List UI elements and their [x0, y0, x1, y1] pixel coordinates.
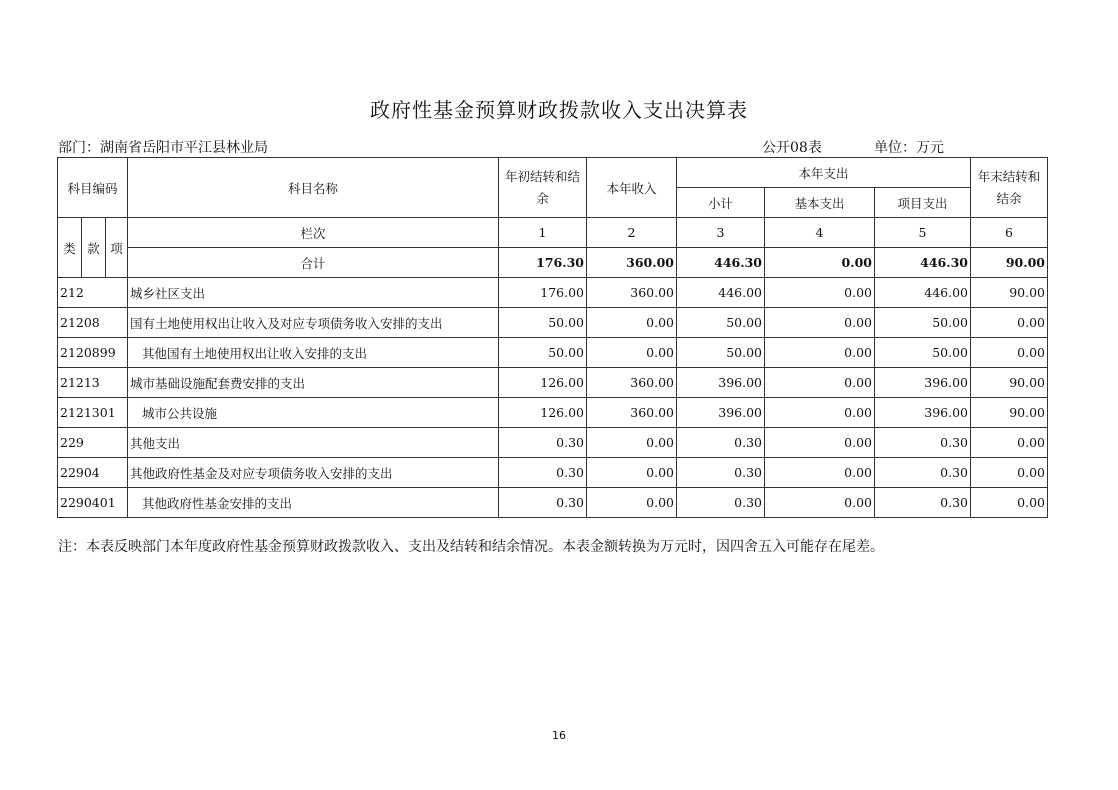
amount-cell: 360.00 — [587, 368, 677, 398]
amount-cell: 0.00 — [765, 428, 875, 458]
table-row — [58, 488, 1048, 518]
subject-code: 21208 — [58, 308, 128, 338]
amount-cell: 0.00 — [971, 488, 1048, 518]
amount-cell: 0.00 — [587, 428, 677, 458]
amount-cell: 0.00 — [587, 488, 677, 518]
table-row — [58, 278, 1048, 308]
subject-name: 国有土地使用权出让收入及对应专项债务收入安排的支出 — [128, 308, 499, 338]
amount-cell: 0.00 — [765, 368, 875, 398]
amount-cell: 0.30 — [499, 458, 587, 488]
column-index-row — [58, 218, 1048, 248]
page-number: 16 — [552, 729, 566, 742]
col-num: 2 — [587, 218, 677, 248]
amount-cell: 0.30 — [677, 458, 765, 488]
column-index-label: 栏次 — [128, 218, 499, 248]
amount-cell: 90.00 — [971, 398, 1048, 428]
amount-cell: 0.30 — [499, 488, 587, 518]
col-num: 4 — [765, 218, 875, 248]
total-row — [58, 248, 1048, 278]
unit-label: 单位：万元 — [874, 140, 944, 156]
subject-code: 2121301 — [58, 398, 128, 428]
total-value: 446.30 — [677, 248, 765, 278]
footnote: 注：本表反映部门本年度政府性基金预算财政拨款收入、支出及结转和结余情况。本表金额转换为万元时，因四舍五入可能存在尾差。 — [58, 539, 884, 555]
subject-code: 22904 — [58, 458, 128, 488]
col-num: 1 — [499, 218, 587, 248]
page-title: 政府性基金预算财政拨款收入支出决算表 — [370, 98, 748, 122]
table-row — [58, 458, 1048, 488]
amount-cell: 50.00 — [875, 308, 971, 338]
amount-cell: 396.00 — [677, 398, 765, 428]
header-begin-balance: 年初结转和结余 — [499, 158, 587, 218]
subject-name: 其他支出 — [128, 428, 499, 458]
amount-cell: 0.00 — [971, 458, 1048, 488]
amount-cell: 0.00 — [587, 308, 677, 338]
header-subject-name: 科目名称 — [128, 158, 499, 218]
total-value: 360.00 — [587, 248, 677, 278]
table-row — [58, 308, 1048, 338]
subject-code: 21213 — [58, 368, 128, 398]
subject-name: 城乡社区支出 — [128, 278, 499, 308]
amount-cell: 0.00 — [765, 338, 875, 368]
amount-cell: 0.30 — [875, 458, 971, 488]
amount-cell: 0.30 — [875, 488, 971, 518]
budget-table — [57, 157, 1048, 518]
header-row-1 — [58, 158, 1048, 188]
subject-name: 其他国有土地使用权出让收入安排的支出 — [128, 338, 499, 368]
header-income: 本年收入 — [587, 158, 677, 218]
total-label: 合计 — [128, 248, 499, 278]
amount-cell: 50.00 — [677, 338, 765, 368]
amount-cell: 50.00 — [499, 338, 587, 368]
amount-cell: 50.00 — [677, 308, 765, 338]
department-label: 部门：湖南省岳阳市平江县林业局 — [58, 140, 268, 156]
amount-cell: 126.00 — [499, 368, 587, 398]
amount-cell: 0.00 — [971, 308, 1048, 338]
header-subtotal: 小计 — [677, 188, 765, 218]
amount-cell: 396.00 — [875, 368, 971, 398]
subject-name: 城市基础设施配套费安排的支出 — [128, 368, 499, 398]
table-row — [58, 398, 1048, 428]
amount-cell: 0.30 — [677, 488, 765, 518]
amount-cell: 446.00 — [875, 278, 971, 308]
amount-cell: 0.30 — [875, 428, 971, 458]
table-row — [58, 368, 1048, 398]
amount-cell: 0.00 — [971, 338, 1048, 368]
amount-cell: 90.00 — [971, 278, 1048, 308]
header-expense: 本年支出 — [677, 158, 971, 188]
amount-cell: 0.00 — [971, 428, 1048, 458]
total-value: 176.30 — [499, 248, 587, 278]
col-num: 6 — [971, 218, 1048, 248]
header-basic: 基本支出 — [765, 188, 875, 218]
subject-name: 城市公共设施 — [128, 398, 499, 428]
amount-cell: 50.00 — [499, 308, 587, 338]
header-end-balance: 年末结转和结余 — [971, 158, 1048, 218]
amount-cell: 0.30 — [499, 428, 587, 458]
total-value: 90.00 — [971, 248, 1048, 278]
col-num: 5 — [875, 218, 971, 248]
subject-code: 2120899 — [58, 338, 128, 368]
amount-cell: 0.00 — [765, 278, 875, 308]
amount-cell: 50.00 — [875, 338, 971, 368]
subject-name: 其他政府性基金及对应专项债务收入安排的支出 — [128, 458, 499, 488]
amount-cell: 360.00 — [587, 398, 677, 428]
amount-cell: 0.00 — [765, 398, 875, 428]
table-row — [58, 338, 1048, 368]
amount-cell: 0.00 — [587, 458, 677, 488]
amount-cell: 90.00 — [971, 368, 1048, 398]
amount-cell: 0.00 — [765, 488, 875, 518]
table-row — [58, 428, 1048, 458]
header-kuan: 款 — [82, 218, 106, 278]
subject-name: 其他政府性基金安排的支出 — [128, 488, 499, 518]
header-subject-code: 科目编码 — [58, 158, 128, 218]
total-value: 0.00 — [765, 248, 875, 278]
header-project: 项目支出 — [875, 188, 971, 218]
header-xiang: 项 — [106, 218, 128, 278]
amount-cell: 126.00 — [499, 398, 587, 428]
subject-code: 2290401 — [58, 488, 128, 518]
table-number: 公开08表 — [762, 140, 822, 156]
amount-cell: 0.00 — [765, 308, 875, 338]
amount-cell: 0.00 — [587, 338, 677, 368]
amount-cell: 446.00 — [677, 278, 765, 308]
amount-cell: 176.00 — [499, 278, 587, 308]
amount-cell: 0.00 — [765, 458, 875, 488]
col-num: 3 — [677, 218, 765, 248]
amount-cell: 396.00 — [677, 368, 765, 398]
subject-code: 229 — [58, 428, 128, 458]
header-lei: 类 — [58, 218, 82, 278]
total-value: 446.30 — [875, 248, 971, 278]
amount-cell: 396.00 — [875, 398, 971, 428]
amount-cell: 0.30 — [677, 428, 765, 458]
amount-cell: 360.00 — [587, 278, 677, 308]
subject-code: 212 — [58, 278, 128, 308]
